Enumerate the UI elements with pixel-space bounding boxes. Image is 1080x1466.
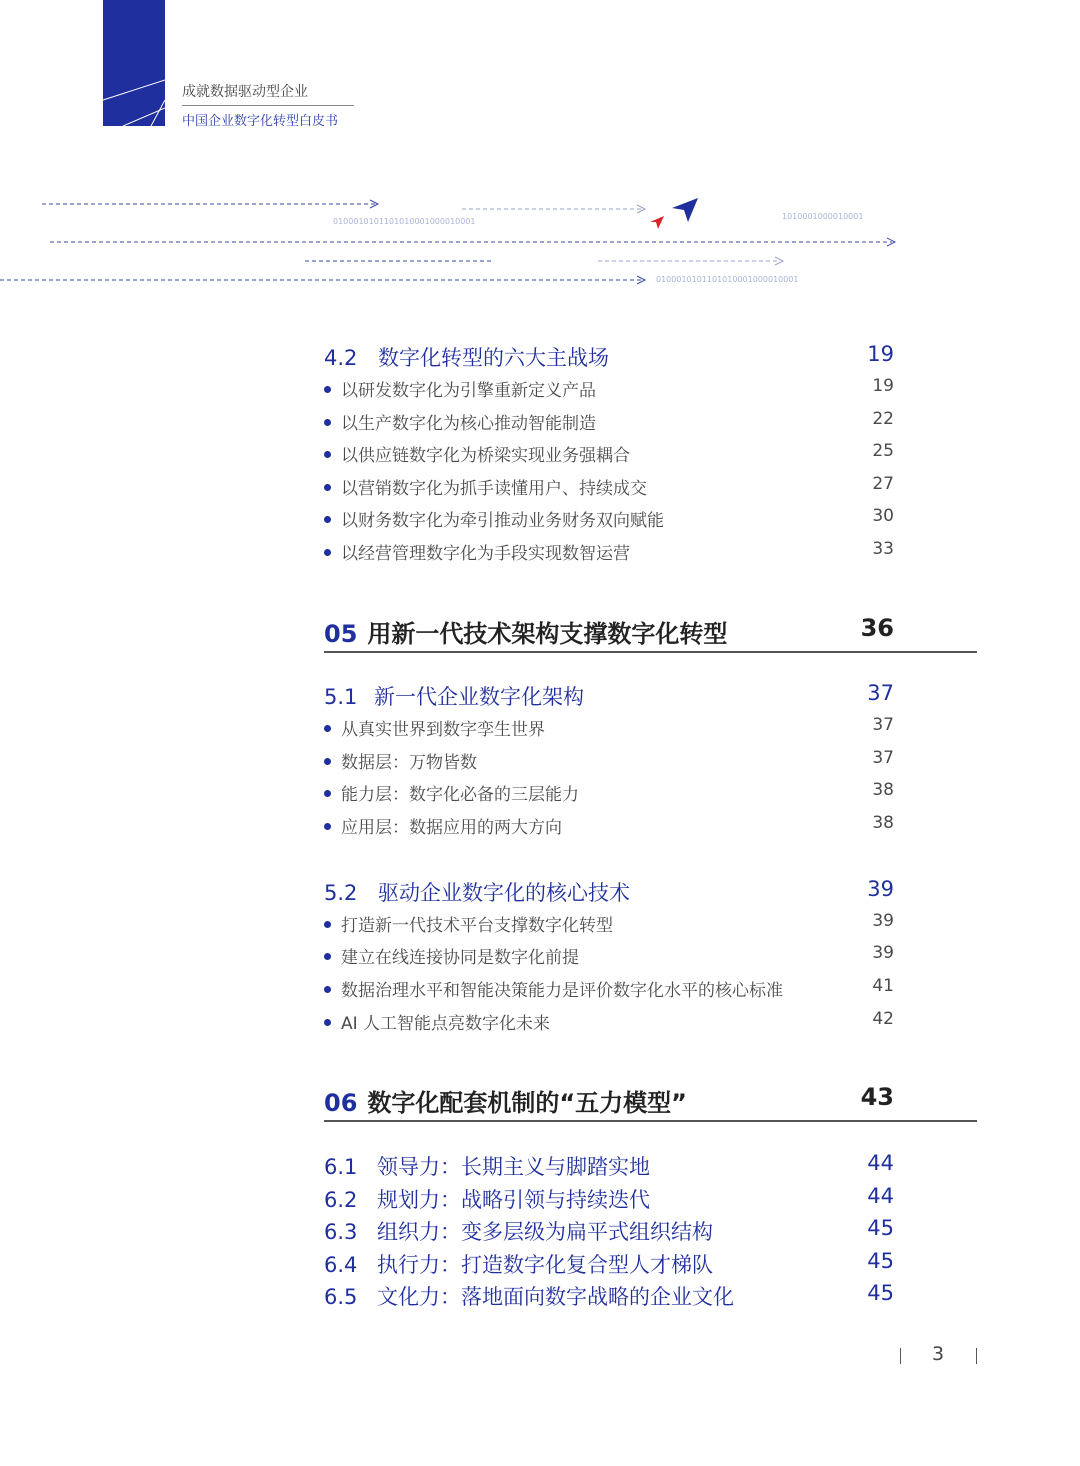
- header-logo-block: [103, 0, 165, 126]
- bullet-icon: [324, 451, 331, 458]
- toc-section-4-2-title: 4.2 数字化转型的六大主战场: [324, 346, 609, 370]
- bullet-icon: [324, 386, 331, 393]
- toc-section-5-1-page: 37: [867, 681, 894, 705]
- toc-item: 打造新一代技术平台支撑数字化转型: [324, 911, 613, 936]
- page-number: 3: [931, 1343, 945, 1365]
- toc-section-6-4-title: 6.4 执行力：打造数字化复合型人才梯队: [324, 1253, 713, 1277]
- bullet-icon: [324, 758, 331, 765]
- toc-item-page: 37: [872, 748, 894, 768]
- toc-section-6-2-title: 6.2 规划力：战略引领与持续迭代: [324, 1188, 650, 1212]
- toc-chapter-05-page: 36: [860, 614, 894, 642]
- toc-item-page: 27: [872, 474, 894, 494]
- toc-item: 以供应链数字化为桥梁实现业务强耦合: [324, 441, 630, 466]
- bullet-icon: [324, 921, 331, 928]
- bullet-icon: [324, 1019, 331, 1026]
- toc-item-page: 37: [872, 715, 894, 735]
- binary-string-1: 0100010101101010001000010001: [333, 217, 476, 226]
- bullet-icon: [324, 790, 331, 797]
- toc-item: 从真实世界到数字孪生世界: [324, 715, 545, 740]
- bullet-icon: [324, 725, 331, 732]
- toc-section-6-5-title: 6.5 文化力：落地面向数字战略的企业文化: [324, 1285, 734, 1309]
- toc-item-page: 39: [872, 943, 894, 963]
- toc-item: 以经营管理数字化为手段实现数智运营: [324, 539, 630, 564]
- bullet-icon: [324, 516, 331, 523]
- binary-string-2: 1010001000010001: [782, 212, 864, 221]
- chapter-divider: [324, 1120, 977, 1122]
- toc-item: 以营销数字化为抓手读懂用户、持续成交: [324, 474, 647, 499]
- toc-item: 以财务数字化为牵引推动业务财务双向赋能: [324, 506, 664, 531]
- toc-chapter-06-page: 43: [860, 1083, 894, 1111]
- toc-item: 能力层：数字化必备的三层能力: [324, 780, 579, 805]
- bullet-icon: [324, 549, 331, 556]
- arrow-blue-icon: [672, 198, 698, 222]
- toc-section-5-1-title: 5.1 新一代企业数字化架构: [324, 685, 584, 709]
- toc-item-page: 25: [872, 441, 894, 461]
- toc-item-page: 38: [872, 813, 894, 833]
- toc-item-page: 38: [872, 780, 894, 800]
- bullet-icon: [324, 484, 331, 491]
- bullet-icon: [324, 953, 331, 960]
- toc-item: AI 人工智能点亮数字化未来: [324, 1009, 550, 1034]
- toc-section-6-3-page: 45: [867, 1216, 894, 1240]
- decorative-arrows: [0, 190, 1080, 290]
- toc-item: 数据治理水平和智能决策能力是评价数字化水平的核心标准: [324, 976, 783, 1001]
- bullet-icon: [324, 419, 331, 426]
- toc-item: 应用层：数据应用的两大方向: [324, 813, 562, 838]
- toc-section-6-2-page: 44: [867, 1184, 894, 1208]
- toc-item-page: 42: [872, 1009, 894, 1029]
- toc-item-page: 22: [872, 409, 894, 429]
- toc-item: 建立在线连接协同是数字化前提: [324, 943, 579, 968]
- toc-item: 数据层：万物皆数: [324, 748, 477, 773]
- toc-section-6-3-title: 6.3 组织力：变多层级为扁平式组织结构: [324, 1220, 713, 1244]
- toc-item-page: 30: [872, 506, 894, 526]
- toc-section-6-1-page: 44: [867, 1151, 894, 1175]
- bullet-icon: [324, 823, 331, 830]
- arrow-red-icon: [650, 216, 664, 229]
- toc-section-5-2-page: 39: [867, 877, 894, 901]
- header-divider: [182, 105, 354, 106]
- toc-chapter-05-title: 05 用新一代技术架构支撑数字化转型: [324, 620, 728, 648]
- toc-section-6-5-page: 45: [867, 1281, 894, 1305]
- toc-item: 以研发数字化为引擎重新定义产品: [324, 376, 596, 401]
- toc-item-page: 41: [872, 976, 894, 996]
- toc-section-6-4-page: 45: [867, 1249, 894, 1273]
- header-logo-lines: [103, 0, 165, 126]
- toc-item: 以生产数字化为核心推动智能制造: [324, 409, 596, 434]
- page-number-right-bar: [976, 1348, 977, 1364]
- binary-string-3: 0100010101101010001000010001: [656, 275, 799, 284]
- toc-item-page: 33: [872, 539, 894, 559]
- page-number-left-bar: [900, 1348, 901, 1364]
- toc-section-4-2-page: 19: [867, 342, 894, 366]
- toc-chapter-06-title: 06 数字化配套机制的“五力模型”: [324, 1089, 687, 1117]
- bullet-icon: [324, 986, 331, 993]
- toc-section-5-2-title: 5.2 驱动企业数字化的核心技术: [324, 881, 630, 905]
- toc-item-page: 39: [872, 911, 894, 931]
- header-title: 成就数据驱动型企业: [182, 84, 308, 100]
- toc-section-6-1-title: 6.1 领导力：长期主义与脚踏实地: [324, 1155, 650, 1179]
- chapter-divider: [324, 651, 977, 653]
- header-subtitle: 中国企业数字化转型白皮书: [182, 114, 339, 129]
- toc-item-page: 19: [872, 376, 894, 396]
